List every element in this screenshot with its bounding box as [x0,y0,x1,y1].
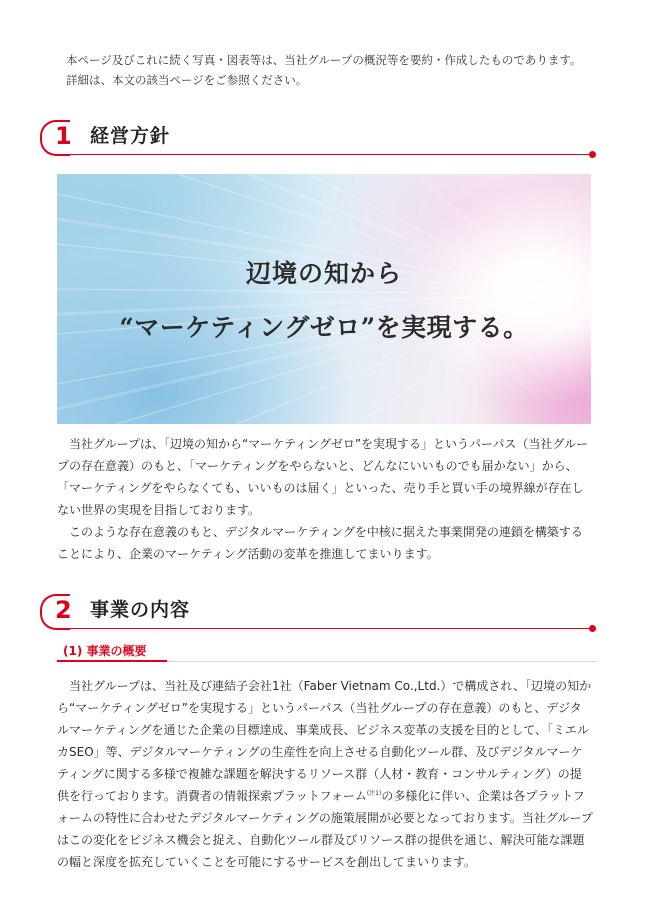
section-title: 事業の内容 [90,599,191,621]
paragraph: このような存在意義のもと、デジタルマーケティングを中核に据えた事業開発の連鎖を構築することにより、企業のマーケティング活動の変革を推進してまいります。 [57,525,583,561]
footnote-marker: (注1) [366,790,382,797]
heading-rule [56,628,592,629]
section-heading-business [40,594,596,634]
subheading-business-overview [57,640,597,664]
intro-line-1: 本ページ及びこれに続く写真・図表等は、当社グループの概況等を要約・作成したものであります。 [66,53,582,67]
intro-line-2: 詳細は、本文の該当ページをご参照ください。 [66,73,308,87]
text-segment: の多様化に伴い、企業は各プラットフォームの特性に合わせたデジタルマーケティングの施策展開が必要となっております。当社グループはこの変化をビジネス機会と捉え、自動化ツール群及びリソース群の提供を通じ、解決可能な課題の幅と深度を拡充していくことを可能にするサービスを創出してまいります。 [57,789,593,869]
section-title: 経営方針 [90,125,171,147]
hero-banner [57,174,591,424]
paragraph [57,675,593,873]
subheading-rule [167,661,597,662]
hero-headline-line-2: “マーケティングゼロ”を実現する。 [119,313,529,342]
section-number: 2 [55,596,72,624]
intro-note [66,50,606,90]
heading-rule [56,154,592,155]
business-overview-text [57,675,593,873]
text-segment: 当社グループは、当社及び連結子会社1社（Faber Vietnam Co.,Ltd.）で構成され、「辺境の知から“マーケティングゼロ”を実現する」というパーパス（当社グループの存在意義）のもと、デジタルマーケティングを通じた企業の目標達成、事業成長、ビジネス変革の支援を目的として、「ミエルカSEO」等、デジタルマーケティングの生産性を向上させる自動化ツール群、及びデジタルマーケティングに関する多様で複雑な課題を解決するリソース群（人材・教育・コンサルティング）の提供を行っております。消費者の情報探索プラットフォーム [57,679,592,803]
hero-headline-line-1: 辺境の知から [245,259,402,288]
paragraph: 当社グループは、「辺境の知から“マーケティングゼロ”を実現する」というパーパス（当社グループの存在意義）のもと、「マーケティングをやらないと、どんなにいいものでも届かない」から、「マーケティングをやらなくても、いいものは届く」といった、売り手と買い手の境界線が存在しない世界の実現を目指しております。 [57,437,589,517]
subheading-underline [57,660,167,662]
management-policy-text [57,433,593,565]
heading-dot [589,151,596,158]
section-number: 1 [55,122,72,150]
heading-dot [589,625,596,632]
section-heading-management-policy [40,120,596,160]
subheading-label: (1) 事業の概要 [63,644,147,658]
light-rays-graphic [57,174,591,424]
